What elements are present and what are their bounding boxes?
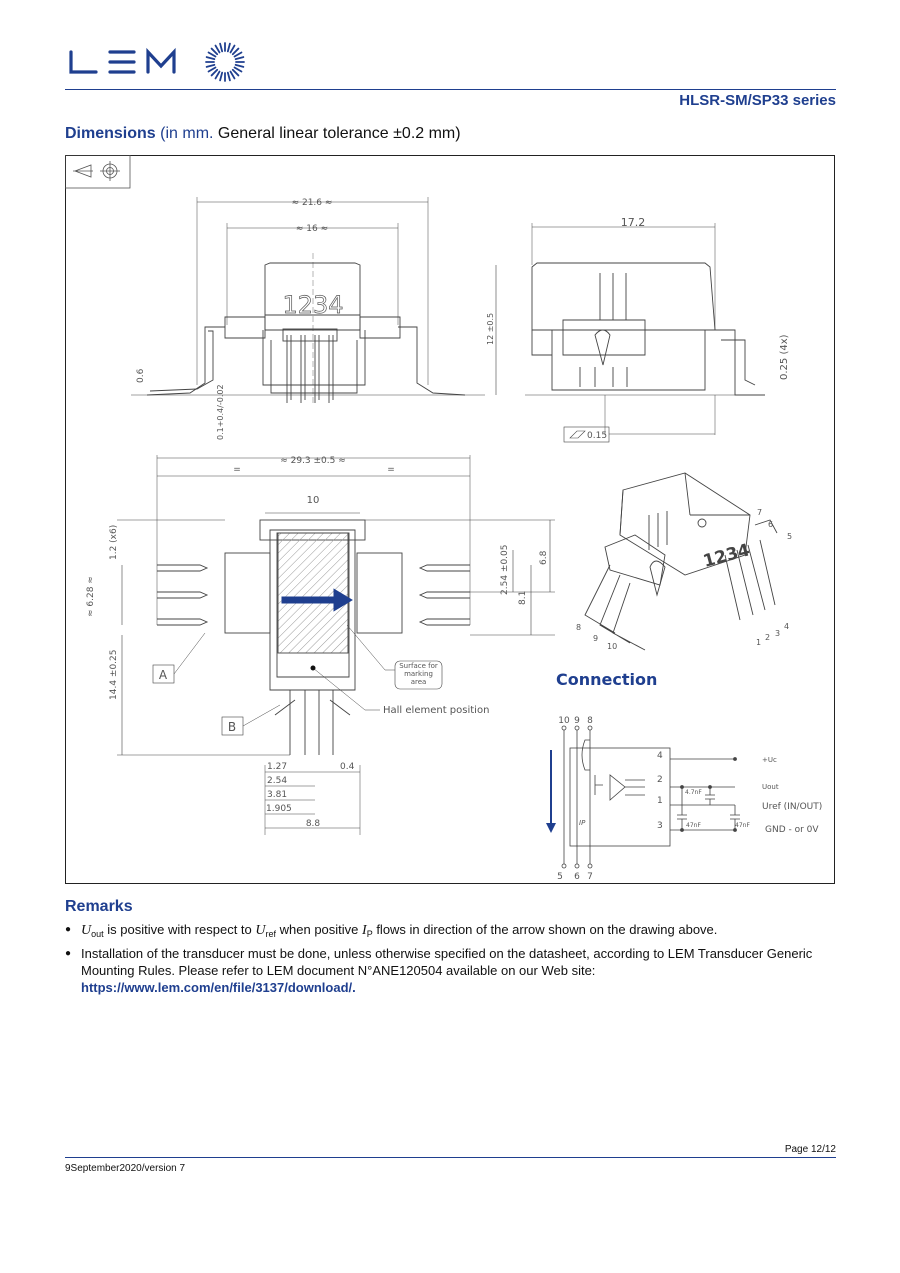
download-link[interactable]: https://www.lem.com/en/file/3137/download/. [81, 980, 356, 995]
conn-pin-10: 10 [558, 716, 570, 726]
conn-pin-9: 9 [574, 716, 580, 726]
side-dim-pins: 0.25 (4x) [779, 334, 790, 380]
connection-title: Connection [556, 670, 658, 689]
front-dim-eq-right: = [387, 465, 395, 475]
footer-rule [65, 1157, 836, 1158]
hall-element-dot-icon [311, 666, 316, 671]
conn-pin-6: 6 [574, 872, 580, 882]
dimensions-units-note: (in mm. [160, 125, 214, 142]
front-dim-254: 2.54 ±0.05 [500, 544, 510, 595]
ip-sub: P [366, 929, 373, 939]
datum-b: B [227, 720, 237, 734]
dimensions-title: Dimensions [65, 125, 156, 142]
surface-marking-label: Surface for marking area [399, 662, 438, 686]
top-pin-numbers: 1234 [282, 291, 344, 319]
front-dim-88: 8.8 [305, 819, 321, 829]
remark-item-installation [65, 945, 825, 996]
conn-vout: Uout [762, 783, 779, 791]
hall-element-label: Hall element position [383, 705, 490, 716]
iso-pin-2: 2 [765, 633, 771, 642]
uref-sub: ref [265, 929, 277, 939]
conn-gnd: GND - or 0V [765, 825, 819, 835]
conn-pin-1: 1 [657, 796, 663, 806]
uout-symbol: U [81, 923, 92, 938]
front-dim-628: ≈ 6.28 ≈ [86, 576, 96, 617]
remark2-text: Installation of the transducer must be done, unless otherwise specified on the datasheet, according to LEM Transducer Generic Mounting Rules. Please refer to LEM document N°ANE120504 available on our Web site: [81, 946, 813, 978]
side-view [496, 223, 765, 442]
front-dim-pitch-side: 1.2 (x6) [109, 524, 119, 560]
front-dim-overall: ≈ 29.3 ±0.5 ≈ [280, 456, 346, 466]
ip-arrow-head-icon [546, 823, 556, 833]
iso-pin-3: 3 [775, 629, 781, 638]
conn-vref: Uref (IN/OUT) [762, 802, 823, 812]
conn-cap-47nf-out: 4.7nF [685, 789, 702, 796]
remark1-text2: when positive [276, 922, 363, 937]
conn-pin-2: 2 [657, 775, 663, 785]
remark1-text1: is positive with respect to [103, 922, 256, 937]
dimensions-tolerance-note: General linear tolerance ±0.2 mm) [217, 125, 461, 142]
side-dim-height: 12 ±0.5 [486, 312, 495, 345]
front-dim-1905: 1.905 [266, 804, 292, 814]
front-dim-10: 10 [306, 495, 320, 506]
front-dim-127: 1.27 [267, 762, 288, 772]
top-dim-tolerance: 0.1+0.4/-0.02 [216, 384, 225, 440]
uref-symbol: U [255, 923, 266, 938]
front-dim-68: 6.8 [539, 550, 549, 565]
conn-ip: IP [579, 819, 586, 827]
iso-pin-4: 4 [784, 622, 790, 631]
dimension-drawing [65, 155, 835, 884]
remark-item-polarity [65, 921, 825, 943]
front-dim-254b: 2.54 [267, 776, 288, 786]
top-dim-overall: ≈ 21.6 ≈ [291, 198, 333, 208]
projection-symbol-icon [65, 155, 130, 188]
side-dim-length: 17.2 [620, 216, 646, 229]
iso-view [585, 473, 777, 650]
remarks-title: Remarks [65, 898, 133, 915]
iso-pin-10: 10 [607, 642, 618, 651]
front-dim-144: 14.4 ±0.25 [109, 649, 119, 700]
conn-pin-3: 3 [657, 821, 663, 831]
dimensions-heading [65, 125, 461, 143]
iso-pin-9: 9 [593, 634, 599, 643]
iso-pin-7: 7 [757, 508, 763, 517]
front-view [117, 455, 555, 835]
iso-pin-8: 8 [576, 623, 582, 632]
iso-marking: 1234 [701, 540, 753, 572]
conn-vc: +Uc [762, 756, 777, 764]
page-number: Page 12/12 [784, 1144, 836, 1155]
remarks-list [65, 921, 825, 998]
iso-pin-6: 6 [768, 520, 774, 529]
conn-pin-5: 5 [557, 872, 563, 882]
conn-pin-4: 4 [657, 751, 663, 761]
front-dim-381: 3.81 [267, 790, 288, 800]
front-dim-81: 8.1 [518, 590, 528, 605]
conn-cap-47nf-vc: 47nF [735, 822, 750, 829]
conn-cap-47nf-ref: 47nF [686, 822, 701, 829]
datum-a: A [158, 668, 168, 682]
top-dim-inner: ≈ 16 ≈ [295, 224, 329, 234]
uout-sub: out [91, 929, 104, 939]
front-dim-04: 0.4 [340, 762, 355, 772]
series-title: HLSR-SM/SP33 series [679, 92, 836, 109]
lem-logo [68, 40, 248, 86]
ip-symbol: I [362, 923, 367, 938]
iso-pin-1: 1 [756, 638, 762, 647]
header-rule [65, 89, 836, 90]
connection-schematic [562, 726, 740, 868]
remark1-text3: flows in direction of the arrow shown on the drawing above. [372, 922, 718, 937]
top-dim-standoff: 0.6 [136, 368, 146, 383]
conn-pin-7: 7 [587, 872, 593, 882]
side-flatness: 0.15 [587, 431, 608, 441]
version-date: 9September2020/version 7 [65, 1163, 186, 1174]
front-dim-eq-left: = [233, 465, 241, 475]
iso-pin-5: 5 [787, 532, 793, 541]
conn-pin-8: 8 [587, 716, 593, 726]
